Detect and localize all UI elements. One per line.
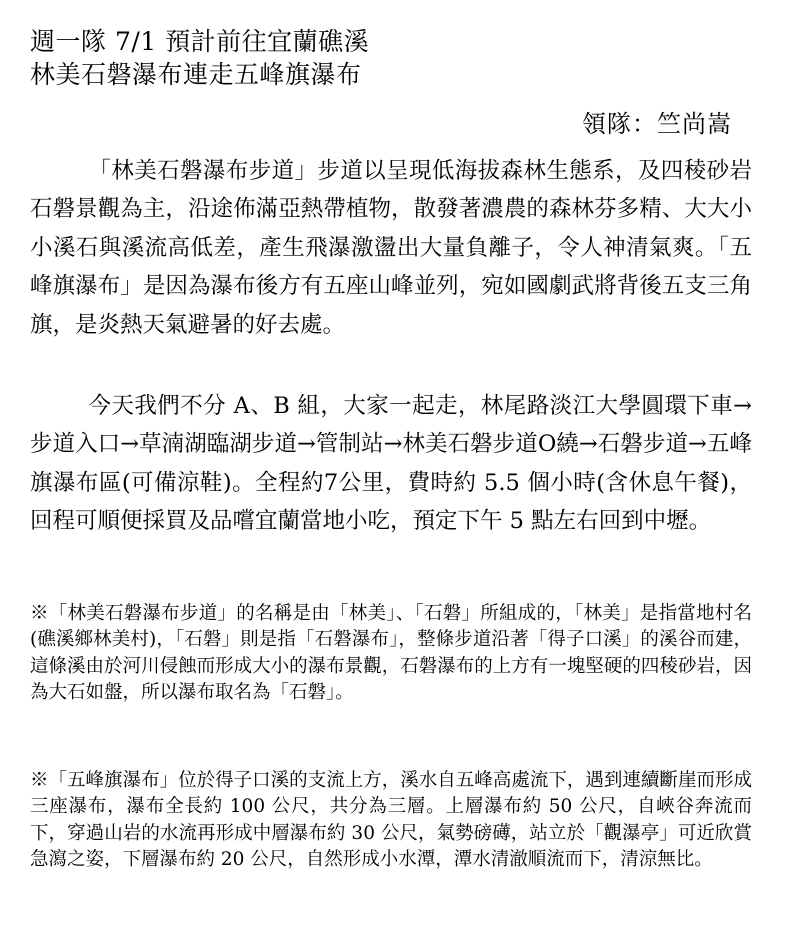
route-paragraph: 今天我們不分 A、B 組，大家一起走，林尾路淡江大學圓環下車→步道入口→草湳湖臨湖步道→管制站→林美石磐步道O繞→石磐步道→五峰旗瀑布區(可備涼鞋)。全程約7公里，費時約 5.5 個小時(含休息午餐)， 回程可順便採買及品嚐宜蘭當地小吃，預定下午 5 點左右回到中壢。 bbox=[30, 393, 752, 535]
intro-paragraph: 「林美石磐瀑布步道」步道以呈現低海拔森林生態系，及四稜砂岩石磐景觀為主，沿途佈滿亞熱帶植物，散發著濃農的森林芬多精、大大小小溪石與溪流高低差，產生飛瀑激盪出大量負離子，令人神清氣爽。「五峰旗瀑布」是因為瀑布後方有五座山峰並列，宛如國劇武將背後五支三角旗，是炎熱天氣避暑的好去處。 bbox=[30, 158, 752, 338]
title-line-2: 林美石磐瀑布連走五峰旗瀑布 bbox=[30, 60, 362, 89]
note-wufengqi-falls: ※「五峰旗瀑布」位於得子口溪的支流上方，溪水自五峰高處流下，遇到連續斷崖而形成三座瀑布，瀑布全長約 100 公尺，共分為三層。上層瀑布約 50 公尺，自峽谷奔流而下，穿過山岩的水流再形成中層瀑布約 30 公尺，氣勢磅礡，站立於「觀瀑亭」可近欣賞急瀉之姿，下層瀑布約 20 公尺，自然形成小水潭，潭水清澈順流而下，清涼無比。 bbox=[30, 770, 752, 871]
leader-name: 領隊：竺尚嵩 bbox=[582, 110, 732, 138]
note-linmei-trail: ※「林美石磐瀑布步道」的名稱是由「林美」、「石磐」所組成的，「林美」是指當地村名(礁溪鄉林美村)，「石磐」則是指「石磐瀑布」，整條步道沿著「得子口溪」的溪谷而建，這條溪由於河川侵蝕而形成大小的瀑布景觀，石磐瀑布的上方有一塊堅硬的四稜砂岩，因為大石如盤，所以瀑布取名為「石磐」。 bbox=[30, 603, 752, 704]
title-line-1: 週一隊 7/1 預計前往宜蘭礁溪 bbox=[30, 27, 370, 56]
